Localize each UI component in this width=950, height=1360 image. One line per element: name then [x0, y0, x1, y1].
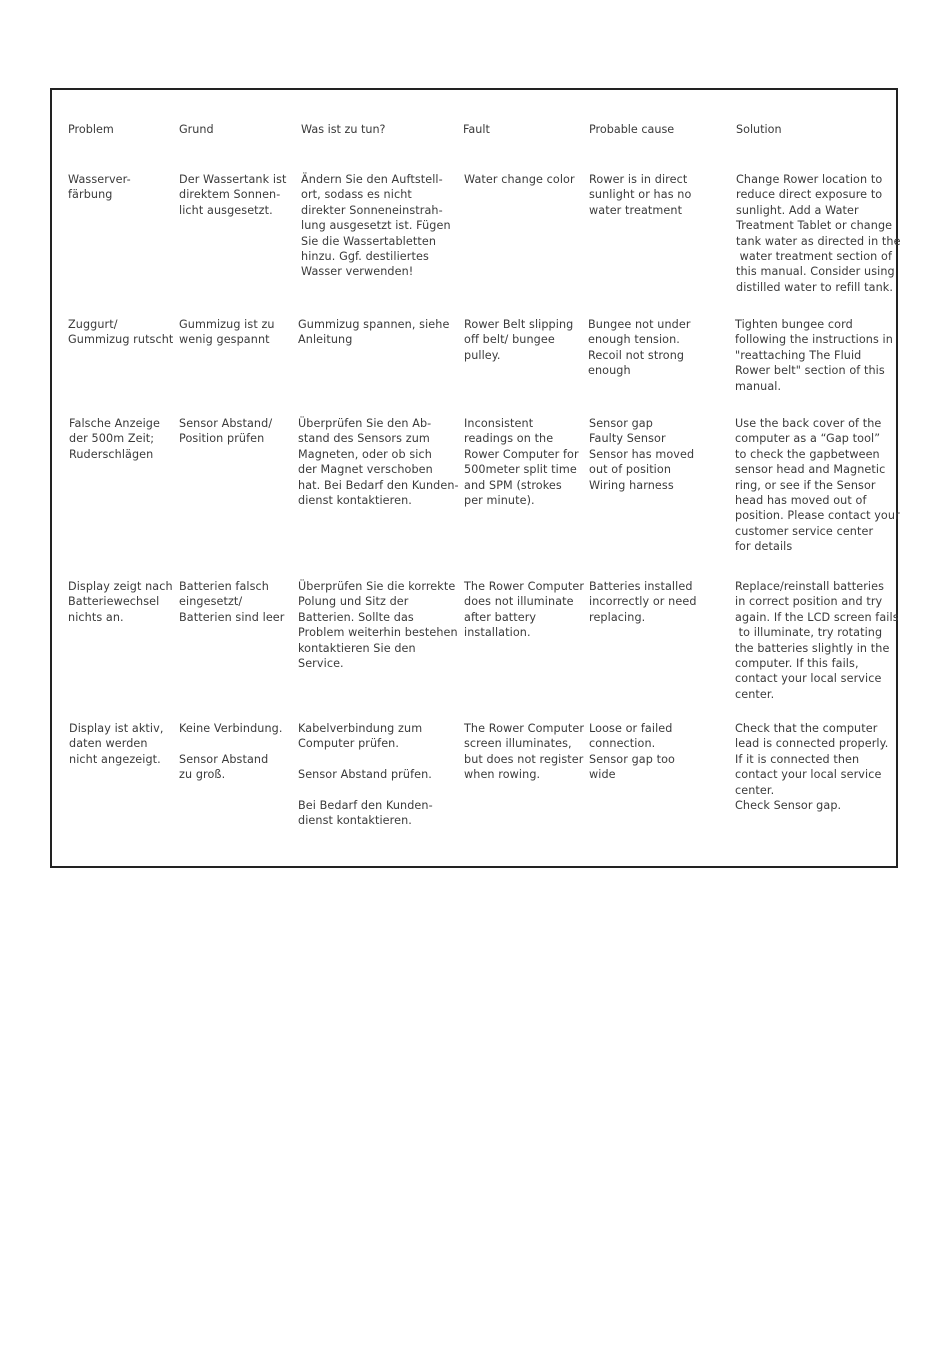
cell-problem: Falsche Anzeige der 500m Zeit; Ruderschlägen — [69, 417, 160, 461]
cell-grund: Keine Verbindung. Sensor Abstand zu groß. — [179, 722, 283, 782]
cell-grund: Batterien falsch eingesetzt/ Batterien sind leer — [179, 580, 285, 624]
column-header-solution: Solution — [736, 123, 782, 136]
cell-problem: Wasserver- färbung — [68, 173, 131, 202]
cell-probable-cause: Sensor gap Faulty Sensor Sensor has moved out of position Wiring harness — [589, 417, 695, 492]
column-header-fault: Fault — [463, 123, 490, 136]
cell-grund: Der Wassertank ist direktem Sonnen- licht ausgesetzt. — [179, 173, 287, 217]
column-header-was-ist-zu-tun: Was ist zu tun? — [301, 123, 386, 136]
cell-fault: Rower Belt slipping off belt/ bungee pulley. — [464, 318, 574, 362]
cell-fault: Inconsistent readings on the Rower Computer for 500meter split time and SPM (strokes per minute). — [464, 417, 579, 508]
cell-was-ist-zu-tun: Ändern Sie den Auftstell- ort, sodass es nicht direkter Sonneneinstrah- lung ausgesetzt ist. Fügen Sie die Wassertabletten hinzu. Ggf. destiliertes Wasser verwenden! — [301, 173, 451, 279]
cell-problem: Display ist aktiv, daten werden nicht angezeigt. — [69, 722, 164, 766]
cell-fault: The Rower Computer screen illuminates, but does not register when rowing. — [464, 722, 585, 782]
cell-grund: Sensor Abstand/ Position prüfen — [179, 417, 273, 446]
cell-fault: Water change color — [464, 173, 575, 186]
cell-probable-cause: Bungee not under enough tension. Recoil not strong enough — [588, 318, 691, 378]
column-header-problem: Problem — [68, 123, 114, 136]
cell-solution: Use the back cover of the computer as a “Gap tool” to check the gapbetween sensor head and Magnetic ring, or see if the Sensor head has moved out of position. Please contact your customer service center for details — [735, 417, 900, 554]
cell-problem: Zuggurt/ Gummizug rutscht — [68, 318, 174, 347]
cell-solution: Change Rower location to reduce direct exposure to sunlight. Add a Water Treatment Tablet or change tank water as directed in the water treatment section of this manual. Consider using distilled water to refill tank. — [736, 173, 901, 294]
cell-probable-cause: Loose or failed connection. Sensor gap too wide — [589, 722, 675, 782]
cell-was-ist-zu-tun: Gummizug spannen, siehe Anleitung — [298, 318, 450, 347]
cell-solution: Tighten bungee cord following the instructions in "reattaching The Fluid Rower belt" section of this manual. — [735, 318, 893, 393]
column-header-probable-cause: Probable cause — [589, 123, 675, 136]
cell-probable-cause: Rower is in direct sunlight or has no water treatment — [589, 173, 692, 217]
cell-was-ist-zu-tun: Kabelverbindung zum Computer prüfen. Sensor Abstand prüfen. Bei Bedarf den Kunden- dienst kontaktieren. — [298, 722, 433, 828]
cell-was-ist-zu-tun: Überprüfen Sie die korrekte Polung und Sitz der Batterien. Sollte das Problem weiterhin bestehen kontaktieren Sie den Service. — [298, 580, 458, 671]
cell-grund: Gummizug ist zu wenig gespannt — [179, 318, 275, 347]
cell-solution: Check that the computer lead is connected properly. If it is connected then contact your local service center. Check Sensor gap. — [735, 722, 889, 813]
cell-solution: Replace/reinstall batteries in correct position and try again. If the LCD screen fails to illuminate, try rotating the batteries slightly in the computer. If this fails, contact your local service center. — [735, 580, 899, 701]
cell-was-ist-zu-tun: Überprüfen Sie den Ab- stand des Sensors zum Magneten, oder ob sich der Magnet verschoben hat. Bei Bedarf den Kunden- dienst kontaktieren. — [298, 417, 459, 508]
cell-problem: Display zeigt nach Batteriewechsel nichts an. — [68, 580, 173, 624]
column-header-grund: Grund — [179, 123, 214, 136]
cell-probable-cause: Batteries installed incorrectly or need replacing. — [589, 580, 697, 624]
cell-fault: The Rower Computer does not illuminate after battery installation. — [464, 580, 585, 640]
